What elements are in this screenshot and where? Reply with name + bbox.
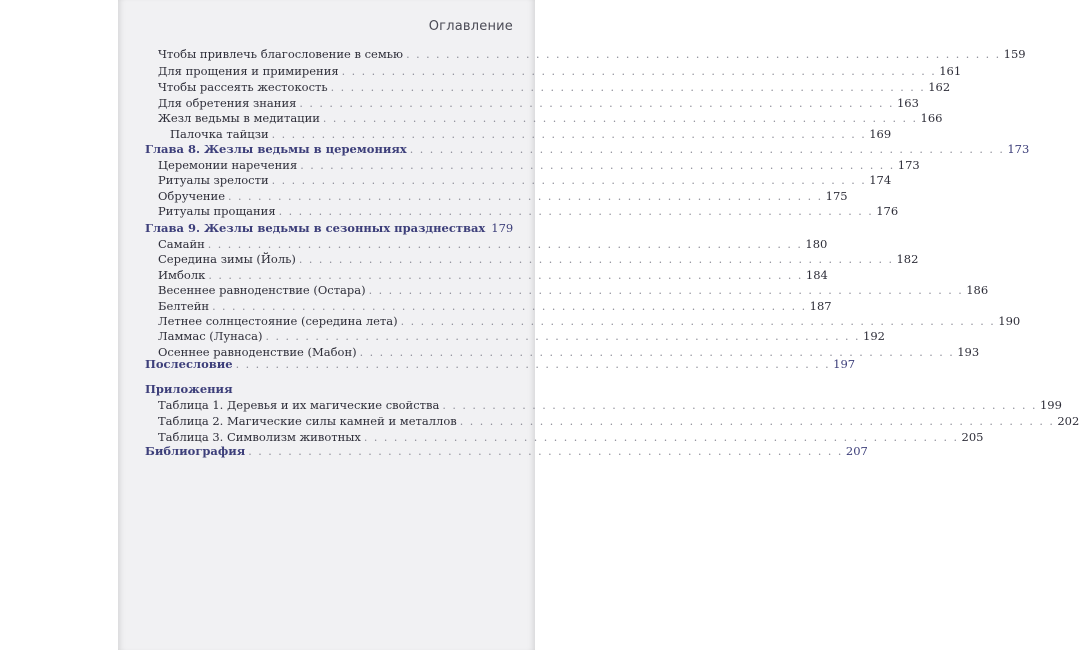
dot-leader: . . . . . . . . . . . . . . . . . . . . . . . . . . . . . . . . . . . . . . . . . . . . . . . . . . . . . . . . . . . . — [271, 128, 867, 141]
toc-entry-title: Имболк — [158, 268, 206, 282]
toc-entry — [158, 64, 962, 78]
toc-entry-title: Середина зимы (Йоль) — [158, 252, 296, 266]
dot-leader: . . . . . . . . . . . . . . . . . . . . . . . . . . . . . . . . . . . . . . . . . . . . . . . . . . . . . . . . . . . . — [459, 415, 1055, 428]
dot-leader: . . . . . . . . . . . . . . . . . . . . . . . . . . . . . . . . . . . . . . . . . . . . . . . . . . . . . . . . . . . . — [442, 399, 1037, 412]
toc-entry-page: 187 — [809, 299, 832, 313]
toc-entry-title: Церемонии наречения — [158, 158, 298, 172]
toc-entry-title: Летнее солнцестояние (середина лета) — [158, 314, 398, 328]
dot-leader: . . . . . . . . . . . . . . . . . . . . . . . . . . . . . . . . . . . . . . . . . . . . . . . . . . . . . . . . . . . . — [207, 238, 803, 251]
toc-entry-page: 161 — [939, 64, 962, 78]
toc-entry — [158, 237, 828, 251]
toc-entry — [158, 252, 919, 266]
dot-leader: . . . . . . . . . . . . . . . . . . . . . . . . . . . . . . . . . . . . . . . . . . . . . . . . . . . . . . . . . . . . — [368, 284, 964, 297]
toc-entry-page: 197 — [833, 357, 856, 371]
toc-entry-title: Приложения — [145, 382, 233, 396]
toc-entry-title: Глава 9. Жезлы ведьмы в сезонных празднествах — [145, 221, 486, 235]
dot-leader: . . . . . . . . . . . . . . . . . . . . . . . . . . . . . . . . . . . . . . . . . . . . . . . . . . . . . . . . . . . . — [271, 174, 867, 187]
toc-entry — [158, 189, 848, 203]
toc-entry-title: Чтобы рассеять жестокость — [158, 80, 328, 94]
toc-entry-title: Таблица 2. Магические силы камней и металлов — [158, 414, 457, 428]
toc-entry-title: Осеннее равноденствие (Мабон) — [158, 345, 357, 359]
toc-entry-page: 182 — [896, 252, 919, 266]
toc-entry — [158, 283, 989, 297]
book-page — [118, 0, 1079, 650]
toc-entry-title: Для прощения и примирения — [158, 64, 339, 78]
toc-entry-page: 205 — [961, 430, 984, 444]
dot-leader: . . . . . . . . . . . . . . . . . . . . . . . . . . . . . . . . . . . . . . . . . . . . . . . . . . . . . . . . . . . . — [299, 97, 894, 110]
toc-entry-title: Жезл ведьмы в медитации — [158, 111, 320, 125]
dot-leader: . . . . . . . . . . . . . . . . . . . . . . . . . . . . . . . . . . . . . . . . . . . . . . . . . . . . . . . . . . . . — [363, 431, 959, 444]
toc-entry — [158, 268, 828, 282]
toc-entry-page: 159 — [1003, 47, 1026, 61]
dot-leader: . . . . . . . . . . . . . . . . . . . . . . . . . . . . . . . . . . . . . . . . . . . . . . . . . . . . . . . . . . . . — [208, 269, 803, 282]
dot-leader: . . . . . . . . . . . . . . . . . . . . . . . . . . . . . . . . . . . . . . . . . . . . . . . . . . . . . . . . . . . . — [322, 112, 918, 125]
toc-entry-title: Таблица 1. Деревья и их магические свойства — [158, 398, 440, 412]
toc-entry — [158, 47, 1026, 61]
dot-leader: . . . . . . . . . . . . . . . . . . . . . . . . . . . . . . . . . . . . . . . . . . . . . . . . . . . . . . . . . . . . — [409, 143, 1005, 156]
toc-entry-page: 186 — [966, 283, 989, 297]
toc-entry — [158, 414, 1079, 428]
dot-leader: . . . . . . . . . . . . . . . . . . . . . . . . . . . . . . . . . . . . . . . . . . . . . . . . . . . . . . . . . . . . — [330, 81, 926, 94]
toc-chapter — [145, 382, 496, 396]
toc-entry-page: 184 — [805, 268, 828, 282]
toc-entry-title: Палочка тайцзи — [170, 127, 269, 141]
toc-entry-title: Глава 8. Жезлы ведьмы в церемониях — [145, 142, 407, 156]
toc-entry-title: Библиография — [145, 444, 246, 458]
toc-entry-title: Самайн — [158, 237, 205, 251]
dot-leader: . . . . . . . . . . . . . . . . . . . . . . . . . . . . . . . . . . . . . . . . . . . . . . . . . . . . . . . . . . . . — [359, 346, 955, 359]
toc-chapter — [145, 357, 856, 371]
toc-entry-title: Ритуалы прощания — [158, 204, 276, 218]
dot-leader: . . . . . . . . . . . . . . . . . . . . . . . . . . . . . . . . . . . . . . . . . . . . . . . . . . . . . . . . . . . . — [278, 205, 874, 218]
toc-entry — [158, 80, 951, 94]
toc-entry-page: 179 — [491, 221, 514, 235]
toc-entry — [158, 314, 1021, 328]
toc-entry — [158, 329, 885, 343]
dot-leader: . . . . . . . . . . . . . . . . . . . . . . . . . . . . . . . . . . . . . . . . . . . . . . . . . . . . . . . . . . . . — [235, 358, 831, 371]
dot-leader: . . . . . . . . . . . . . . . . . . . . . . . . . . . . . . . . . . . . . . . . . . . . . . . . . . . . . . . . . . . . — [341, 65, 937, 78]
toc-entry — [158, 173, 892, 187]
toc-entry-page: 192 — [863, 329, 885, 343]
toc-chapter — [145, 444, 868, 458]
toc-entry — [158, 111, 943, 125]
toc-chapter — [145, 142, 1030, 156]
toc-entry-page: 199 — [1039, 398, 1062, 412]
toc-entry-page: 190 — [998, 314, 1021, 328]
toc-entry-page: 173 — [897, 158, 920, 172]
toc-entry-page: 163 — [896, 96, 919, 110]
toc-entry-page: 202 — [1057, 414, 1079, 428]
dot-leader: . . . . . . . . . . . . . . . . . . . . . . . . . . . . . . . . . . . . . . . . . . . . . . . . . . . . . . . . . . . . — [248, 445, 843, 458]
toc-entry — [158, 158, 920, 172]
toc-entry-page: 176 — [876, 204, 899, 218]
dot-leader: . . . . . . . . . . . . . . . . . . . . . . . . . . . . . . . . . . . . . . . . . . . . . . . . . . . . . . . . . . . . — [265, 330, 861, 343]
dot-leader: . . . . . . . . . . . . . . . . . . . . . . . . . . . . . . . . . . . . . . . . . . . . . . . . . . . . . . . . . . . . — [406, 48, 1001, 61]
toc-entry — [158, 96, 919, 110]
toc-entry-page: 180 — [805, 237, 828, 251]
dot-leader: . . . . . . . . . . . . . . . . . . . . . . . . . . . . . . . . . . . . . . . . . . . . . . . . . . . . . . . . . . . . — [300, 159, 895, 172]
toc-entry — [158, 398, 1062, 412]
dot-leader: . . . . . . . . . . . . . . . . . . . . . . . . . . . . . . . . . . . . . . . . . . . . . . . . . . . . . . . . . . . . — [228, 190, 823, 203]
toc-chapter — [145, 221, 514, 235]
toc-entry-title: Ритуалы зрелости — [158, 173, 269, 187]
toc-entry-title: Для обретения знания — [158, 96, 297, 110]
toc-entry-page: 162 — [928, 80, 951, 94]
toc-entry-page: 173 — [1007, 142, 1030, 156]
dot-leader: . . . . . . . . . . . . . . . . . . . . . . . . . . . . . . . . . . . . . . . . . . . . . . . . . . . . . . . . . . . . — [212, 300, 807, 313]
toc-entry — [158, 299, 832, 313]
toc-entry-title: Чтобы привлечь благословение в семью — [158, 47, 404, 61]
toc-entry — [170, 127, 892, 141]
toc-entry-page: 169 — [869, 127, 892, 141]
toc-entry-page: 193 — [957, 345, 980, 359]
dot-leader: . . . . . . . . . . . . . . . . . . . . . . . . . . . . . . . . . . . . . . . . . . . . . . . . . . . . . . . . . . . . — [298, 253, 894, 266]
toc-entry-page: 174 — [869, 173, 892, 187]
toc-entry-page: 207 — [845, 444, 868, 458]
toc-entry-title: Обручение — [158, 189, 226, 203]
toc-entry-page: 175 — [825, 189, 848, 203]
dot-leader: . . . . . . . . . . . . . . . . . . . . . . . . . . . . . . . . . . . . . . . . . . . . . . . . . . . . . . . . . . . . — [400, 315, 996, 328]
toc-entry — [158, 204, 899, 218]
toc-entry-page: 166 — [920, 111, 943, 125]
toc-entry-title: Таблица 3. Символизм животных — [158, 430, 361, 444]
toc-entry-title: Белтейн — [158, 299, 210, 313]
running-head: Оглавление — [428, 19, 513, 34]
toc-entry — [158, 430, 984, 444]
table-of-contents — [118, 0, 1079, 650]
toc-entry-title: Ламмас (Лунаса) — [158, 329, 263, 343]
toc-entry-title: Весеннее равноденствие (Остара) — [158, 283, 366, 297]
toc-entry-title: Послесловие — [145, 357, 233, 371]
